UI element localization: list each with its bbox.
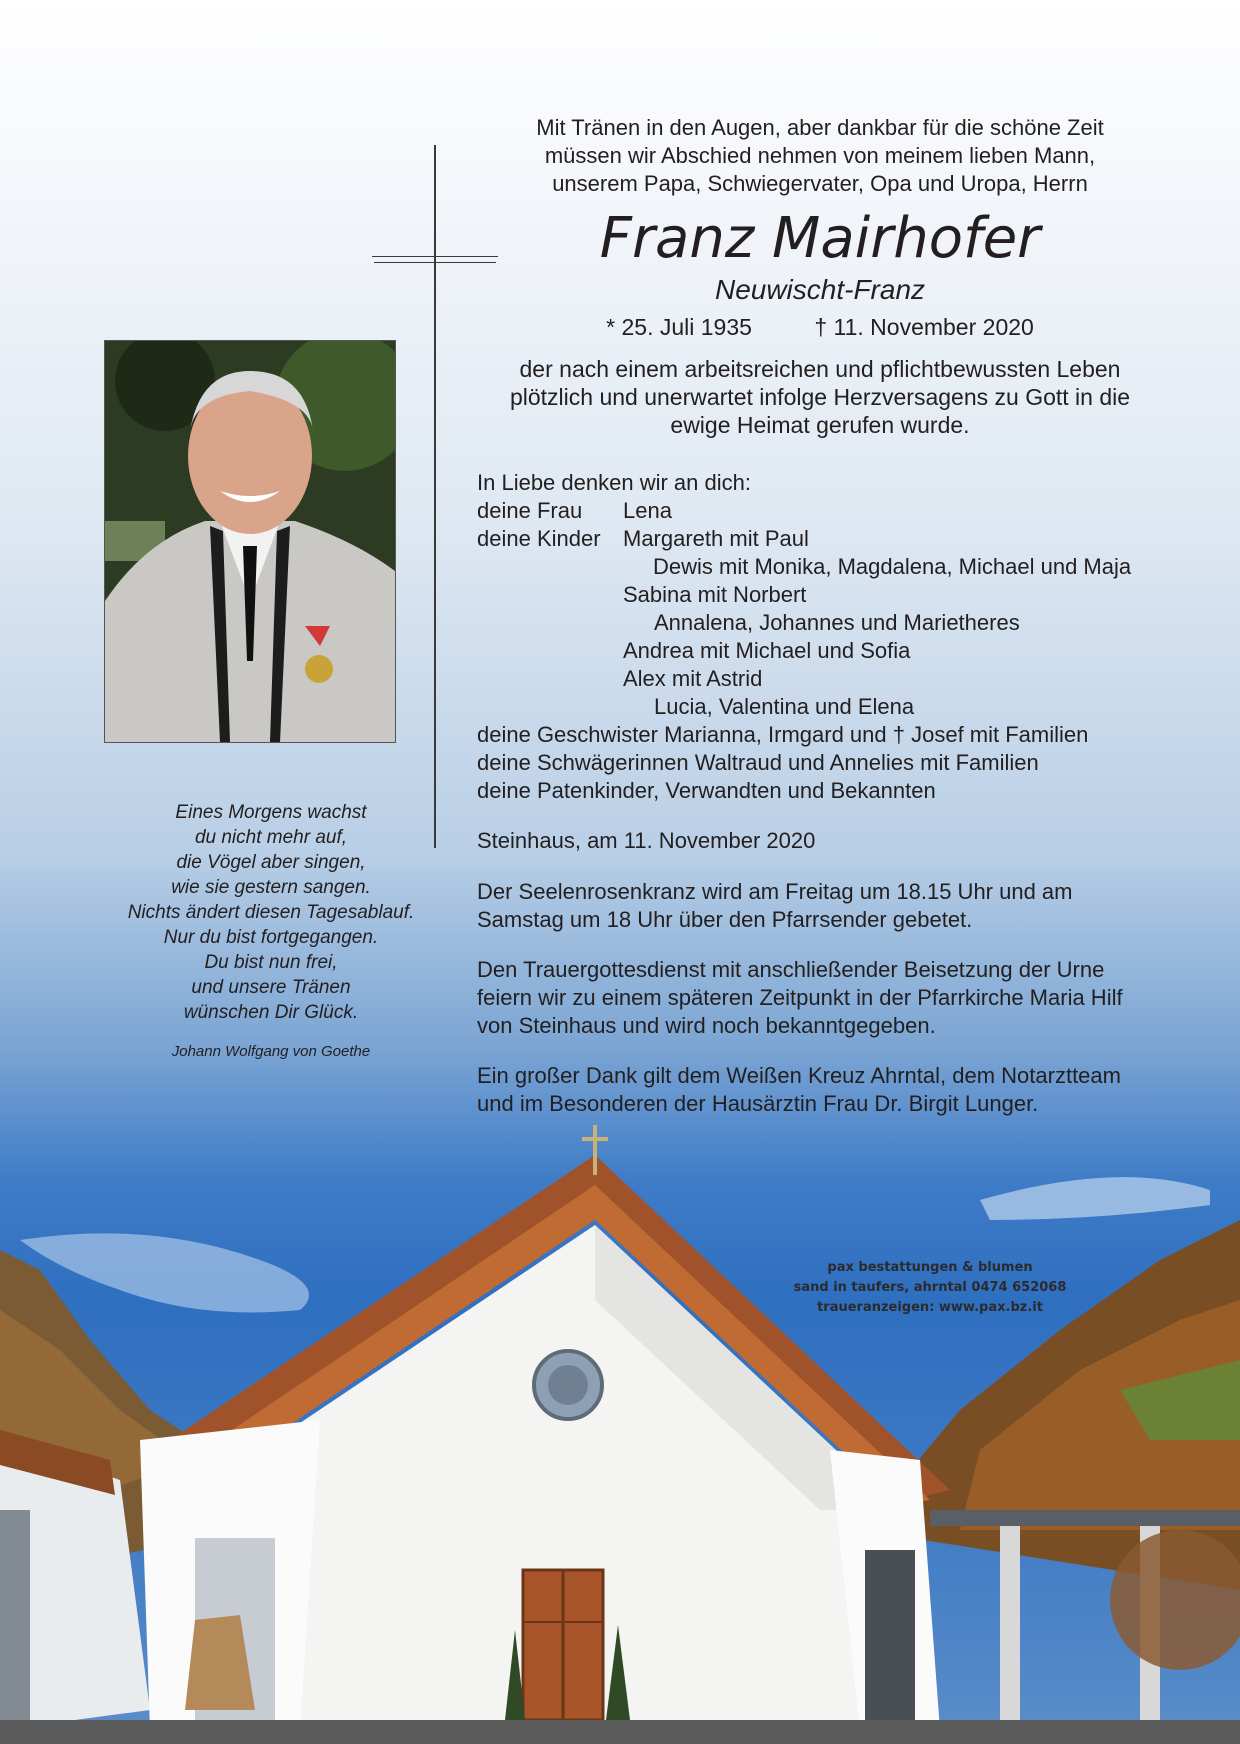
- deceased-nickname: Neuwischt-Franz: [714, 274, 926, 305]
- poem: [95, 800, 447, 1025]
- cloud: [980, 1177, 1210, 1220]
- poem-line: die Vögel aber singen,: [176, 852, 366, 873]
- poem-line: Nichts ändert diesen Tagesablauf.: [127, 902, 415, 923]
- intro-text: [470, 114, 1170, 198]
- service-notice: [477, 956, 1157, 1040]
- poem-author: Johann Wolfgang von Goethe: [171, 1043, 371, 1060]
- cloud: [20, 1233, 309, 1312]
- sisters-in-law-entry: deine Schwägerinnen Waltraud und Annelies mit Familien: [477, 750, 1039, 775]
- service-line: Den Trauergottesdienst mit anschließender Beisetzung der Urne: [477, 957, 1105, 982]
- poem-line: Nur du bist fortgegangen.: [163, 927, 379, 948]
- siblings-entry: deine Geschwister Marianna, Irmgard und † Josef mit Familien: [477, 722, 1089, 747]
- wife-label: deine Frau: [477, 498, 583, 523]
- grandchildren-entry: Dewis mit Monika, Magdalena, Michael und Maja: [653, 554, 1132, 579]
- birth-date: * 25. Juli 1935: [606, 314, 752, 340]
- funeral-home-address: sand in taufers, ahrntal 0474 652068: [793, 1280, 1067, 1295]
- roof-cross: [593, 1125, 597, 1175]
- death-date: † 11. November 2020: [814, 314, 1034, 340]
- grandchildren-entry: Annalena, Johannes und Marietheres: [654, 610, 1020, 635]
- church-photo: [0, 1110, 1240, 1744]
- life-dates: [470, 314, 1170, 341]
- child-entry: Andrea mit Michael und Sofia: [623, 638, 911, 663]
- poem-line: wünschen Dir Glück.: [183, 1002, 359, 1023]
- bio-text: [470, 355, 1170, 439]
- mourners-heading: In Liebe denken wir an dich:: [477, 470, 751, 495]
- intro-line: müssen wir Abschied nehmen von meinem lieben Mann,: [544, 143, 1096, 168]
- wife-name: Lena: [623, 498, 672, 523]
- poem-line: und unsere Tränen: [191, 977, 351, 998]
- child-entry: Alex mit Astrid: [623, 666, 763, 691]
- others-entry: deine Patenkinder, Verwandten und Bekannten: [477, 778, 936, 803]
- deceased-name: Franz Mairhofer: [599, 206, 1041, 271]
- child-entry: Sabina mit Norbert: [623, 582, 807, 607]
- children-label: deine Kinder: [477, 526, 601, 551]
- service-line: von Steinhaus und wird noch bekanntgegeben.: [477, 1013, 936, 1038]
- poem-line: Du bist nun frei,: [204, 952, 338, 973]
- thanks-line: und im Besonderen der Hausärztin Frau Dr. Birgit Lunger.: [477, 1091, 1039, 1116]
- funeral-home-info: [770, 1258, 1090, 1318]
- mourners-list: [477, 469, 1177, 805]
- poem-line: Eines Morgens wachst: [175, 802, 367, 823]
- place-date: Steinhaus, am 11. November 2020: [477, 828, 816, 853]
- bio-line: ewige Heimat gerufen wurde.: [670, 412, 970, 438]
- rosary-notice: [477, 878, 1157, 934]
- intro-line: Mit Tränen in den Augen, aber dankbar für die schöne Zeit: [536, 115, 1104, 140]
- poem-line: du nicht mehr auf,: [194, 827, 348, 848]
- thanks-notice: [477, 1062, 1157, 1118]
- thanks-line: Ein großer Dank gilt dem Weißen Kreuz Ahrntal, dem Notarztteam: [477, 1063, 1121, 1088]
- bio-line: der nach einem arbeitsreichen und pflichtbewussten Leben: [519, 356, 1121, 382]
- grandchildren-entry: Lucia, Valentina und Elena: [654, 694, 915, 719]
- cross-symbol: [434, 145, 436, 848]
- funeral-home-website: traueranzeigen: www.pax.bz.it: [817, 1300, 1043, 1315]
- bio-line: plötzlich und unerwartet infolge Herzversagens zu Gott in die: [509, 384, 1131, 410]
- child-entry: Margareth mit Paul: [623, 526, 809, 551]
- service-line: feiern wir zu einem späteren Zeitpunkt in der Pfarrkirche Maria Hilf: [477, 985, 1123, 1010]
- poem-line: wie sie gestern sangen.: [171, 877, 371, 898]
- rosary-line: Samstag um 18 Uhr über den Pfarrsender gebetet.: [477, 907, 973, 932]
- funeral-home-name: pax bestattungen & blumen: [827, 1260, 1033, 1275]
- intro-line: unserem Papa, Schwiegervater, Opa und Uropa, Herrn: [552, 171, 1088, 196]
- portrait-photo: [104, 340, 396, 743]
- rosary-line: Der Seelenrosenkranz wird am Freitag um 18.15 Uhr und am: [477, 879, 1073, 904]
